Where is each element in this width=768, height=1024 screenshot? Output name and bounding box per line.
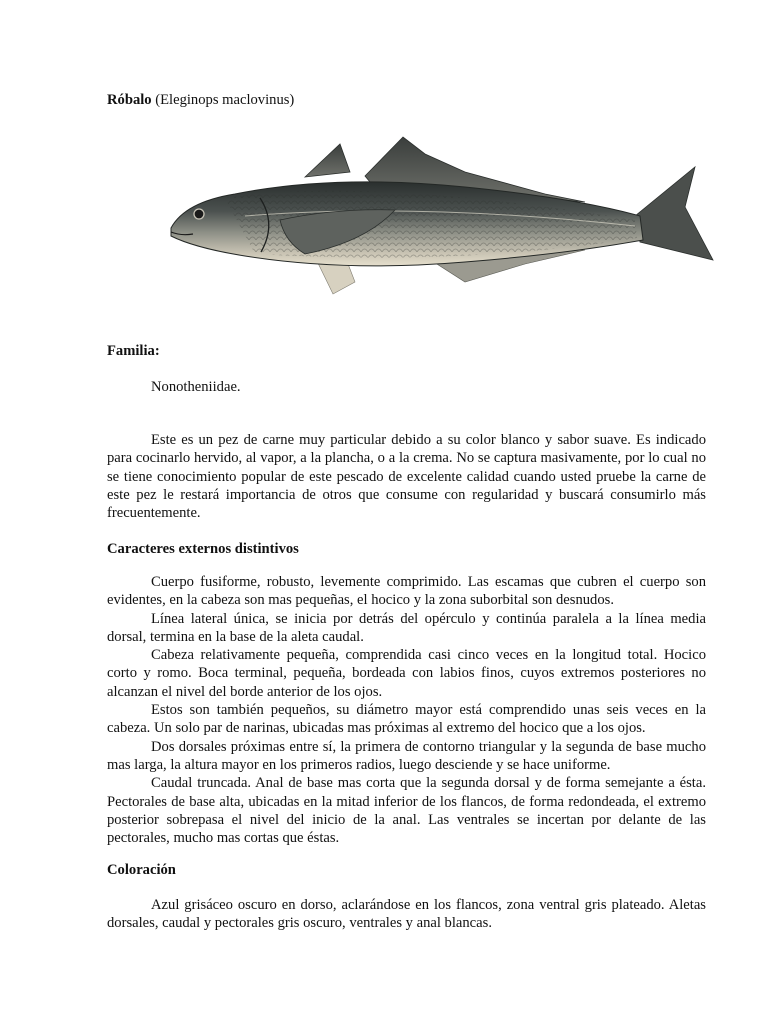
- caracteres-paragraph: Dos dorsales próximas entre sí, la primera de contorno triangular y la segunda de base mucho mas larga, la altura mayor en los primeros radios, luego desciende y se hace uniforme.: [107, 738, 706, 773]
- common-name: Róbalo: [107, 92, 152, 108]
- caracteres-paragraph: Línea lateral única, se inicia por detrás del opérculo y continúa paralela a la línea media dorsal, termina en la base de la aleta caudal.: [107, 610, 706, 645]
- familia-heading: Familia:: [107, 343, 160, 359]
- caracteres-paragraph: Cuerpo fusiforme, robusto, levemente comprimido. Las escamas que cubren el cuerpo son evidentes, en la cabeza son mas pequeñas, el hocico y la zona suborbital son desnudos.: [107, 574, 706, 609]
- caracteres-paragraph: Estos son también pequeños, su diámetro mayor está comprendido unas seis veces en la cabeza. Un solo par de narinas, ubicadas mas próximas al extremo del hocico que a los ojos.: [107, 702, 706, 737]
- coloracion-text: Azul grisáceo oscuro en dorso, aclarándose en los flancos, zona ventral gris plateado. Aletas dorsales, caudal y pectorales gris oscuro, ventrales y anal blancas.: [107, 897, 706, 932]
- scientific-name: (Eleginops maclovinus): [155, 92, 295, 108]
- coloracion-body: [107, 896, 706, 933]
- caracteres-body: [107, 573, 706, 847]
- caracteres-paragraph: Caudal truncada. Anal de base mas corta que la segunda dorsal y de forma semejante a ésta. Pectorales de base alta, ubicadas en la mitad inferior de los flancos, de forma redondeada, el extremo posterior sobrepasa el nivel del inicio de la anal. Las ventrales se incertan por delante de las pectorales, mucho mas cortas que éstas.: [107, 775, 706, 847]
- intro-paragraph: [107, 431, 706, 522]
- caudal-fin: [635, 167, 713, 260]
- first-dorsal-fin: [305, 144, 350, 177]
- fish-photo: [165, 132, 721, 308]
- intro-text: Este es un pez de carne muy particular debido a su color blanco y sabor suave. Es indicado para cocinarlo hervido, al vapor, a la plancha, o a la crema. No se captura masivamente, por lo cual no se tiene conocimiento popular de este pescado de excelente calidad cuando usted pruebe la carne de este pez le restará importancia de otros que consume con regularidad y buscará consumirlo más frecuentemente.: [107, 432, 706, 522]
- caracteres-heading: Caracteres externos distintivos: [107, 541, 299, 557]
- familia-value: Nonotheniidae.: [151, 379, 241, 395]
- document-title: [107, 91, 294, 109]
- eye: [194, 209, 204, 219]
- caracteres-paragraph: Cabeza relativamente pequeña, comprendida casi cinco veces en la longitud total. Hocico corto y romo. Boca terminal, pequeña, bordeada con labios finos, cuyos extremos posteriores no alcanzan el nivel del borde anterior de los ojos.: [107, 647, 706, 700]
- coloracion-heading: Coloración: [107, 862, 176, 878]
